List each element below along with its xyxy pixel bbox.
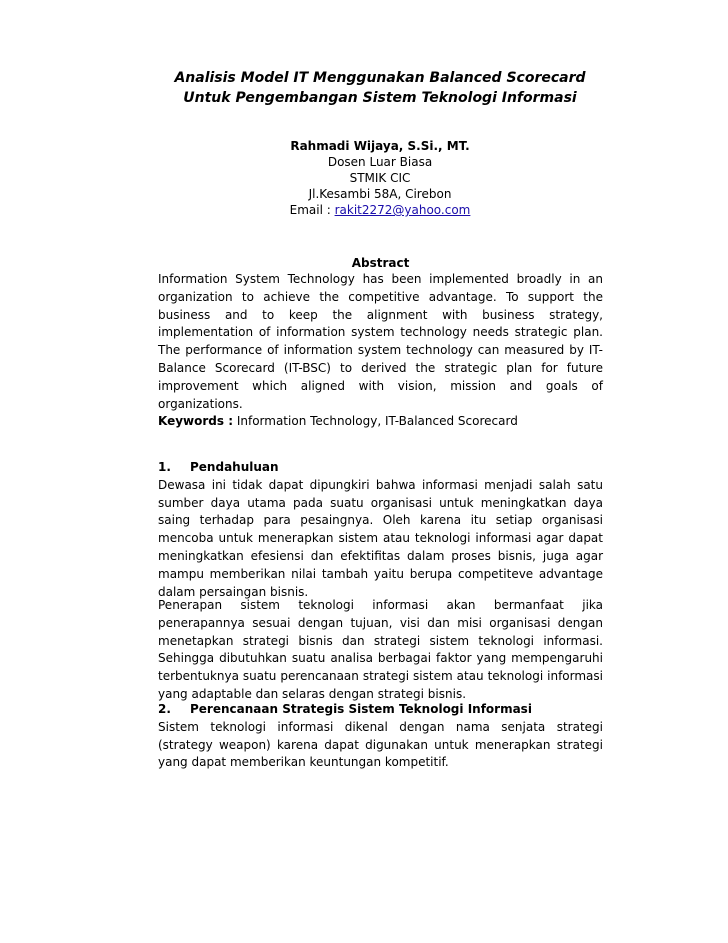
section-paragraph: Dewasa ini tidak dapat dipungkiri bahwa informasi menjadi salah satu sumber daya utama pada suatu organisasi untuk meningkatkan daya saing terhadap para pesaingnya. Oleh karena itu setiap organisasi mencoba untuk menerapkan sistem atau teknologi informasi agar dapat meningkatkan efesiensi dan efektifitas dalam proses bisnis, juga agar mampu memberikan nilai tambah yaitu berupa competiteve advantage dalam persaingan bisnis.	[158, 477, 603, 599]
section-2	[158, 701, 603, 772]
keywords-line	[158, 413, 603, 431]
author-block	[200, 138, 560, 218]
author-address: Jl.Kesambi 58A, Cirebon	[308, 187, 452, 201]
section-paragraph: Penerapan sistem teknologi informasi akan bermanfaat jika penerapannya sesuai dengan tujuan, visi dan misi organisasi dengan menetapkan strategi bisnis dan strategi sistem teknologi informasi. Sehingga dibutuhkan suatu analisa berbagai faktor yang mempengaruhi terbentuknya suatu perencanaan strategi sistem atau teknologi informasi yang adaptable dan selaras dengan strategi bisnis.	[158, 598, 603, 701]
author-position: Dosen Luar Biasa	[327, 155, 433, 169]
section-paragraph: Sistem teknologi informasi dikenal dengan nama senjata strategi (strategy weapon) karena dapat digunakan untuk menerapkan strategi yang dapat memberikan keuntungan kompetitif.	[158, 719, 603, 770]
section-1	[158, 459, 603, 601]
title-line-2: Untuk Pengembangan Sistem Teknologi Informasi	[183, 90, 577, 106]
author-institution: STMIK CIC	[349, 171, 411, 185]
abstract-heading: Abstract	[351, 256, 410, 270]
paper-title	[150, 68, 610, 108]
abstract-text: Information System Technology has been implemented broadly in an organization to achieve the competitive advantage. To support the business and to keep the alignment with business strategy, implementation of information system technology needs strategic plan. The performance of information system technology can measured by IT-Balance Scorecard (IT-BSC) to derived the strategic plan for future improvement which aligned with vision, mission and goals of organizations.	[158, 272, 603, 411]
section-number: 1.	[158, 460, 171, 474]
keywords-label: Keywords :	[158, 414, 234, 428]
section-heading	[158, 701, 603, 719]
section-title: Perencanaan Strategis Sistem Teknologi Informasi	[190, 702, 532, 716]
abstract-body	[158, 271, 603, 413]
section-title: Pendahuluan	[190, 460, 279, 474]
email-link[interactable]: rakit2272@yahoo.com	[334, 203, 471, 217]
keywords-value: Information Technology, IT-Balanced Scorecard	[233, 414, 518, 428]
author-email-line	[200, 202, 560, 218]
title-line-1: Analisis Model IT Menggunakan Balanced Scorecard	[174, 70, 586, 86]
section-1-paragraph-2	[158, 597, 603, 704]
section-number: 2.	[158, 702, 171, 716]
section-heading	[158, 459, 603, 477]
email-label: Email :	[289, 203, 335, 217]
author-name: Rahmadi Wijaya, S.Si., MT.	[290, 139, 470, 153]
